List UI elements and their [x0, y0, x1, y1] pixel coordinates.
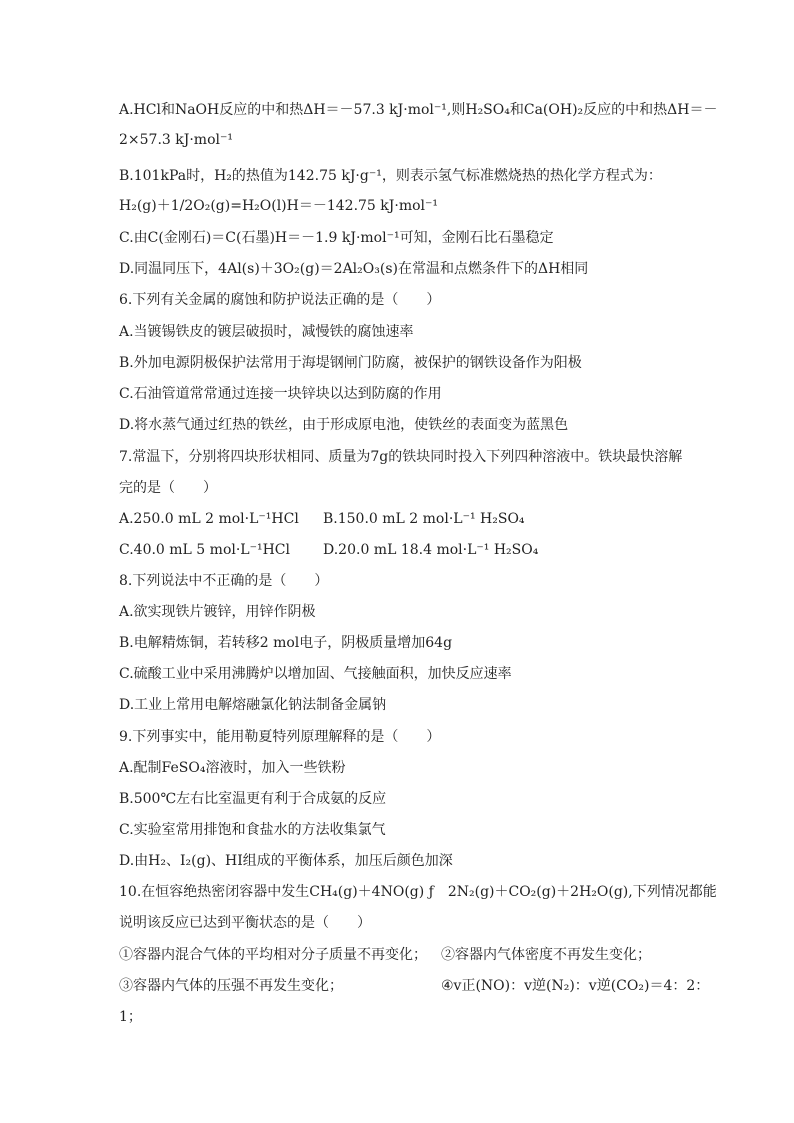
option-5a-line1: A.HCl和NaOH反应的中和热ΔH＝－57.3 kJ·mol⁻¹,则H₂SO₄和Ca(OH)₂反应的中和热ΔH＝－ [119, 102, 718, 118]
option-6c: C.石油管道常常通过连接一块锌块以达到防腐的作用 [119, 386, 442, 402]
option-8c: C.硫酸工业中采用沸腾炉以增加固、气接触面积，加快反应速率 [119, 666, 512, 682]
condition-4-continued: 1； [119, 1009, 142, 1025]
option-6b: B.外加电源阴极保护法常用于海堤钢闸门防腐，被保护的钢铁设备作为阳极 [119, 355, 582, 371]
option-7c: C.40.0 mL 5 mol·L⁻¹HCl [119, 542, 290, 558]
option-7a: A.250.0 mL 2 mol·L⁻¹HCl [119, 511, 299, 527]
option-5b-line2: H₂(g)＋1/2O₂(g)=H₂O(l)H＝－142.75 kJ·mol⁻¹ [119, 198, 439, 214]
question-8-stem: 8.下列说法中不正确的是（ ） [119, 573, 329, 589]
condition-2: ②容器内气体密度不再发生变化； [441, 947, 651, 963]
option-5a-line2: 2×57.3 kJ·mol⁻¹ [119, 132, 233, 148]
option-9d: D.由H₂、I₂(g)、HI组成的平衡体系，加压后颜色加深 [119, 853, 453, 869]
option-5d: D.同温同压下，4Al(s)＋3O₂(g)＝2Al₂O₃(s)在常温和点燃条件下的ΔH相同 [119, 261, 589, 277]
question-7-stem-line1: 7.常温下，分别将四块形状相同、质量为7g的铁块同时投入下列四种溶液中。铁块最快溶解 [119, 449, 683, 465]
question-7-stem-line2: 完的是（ ） [119, 480, 217, 496]
option-8d: D.工业上常用电解熔融氯化钠法制备金属钠 [119, 697, 387, 713]
option-8b: B.电解精炼铜，若转移2 mol电子，阴极质量增加64g [119, 635, 453, 651]
question-6-stem: 6.下列有关金属的腐蚀和防护说法正确的是（ ） [119, 292, 441, 308]
question-10-stem-line1: 10.在恒容绝热密闭容器中发生CH₄(g)＋4NO(g) ƒ 2N₂(g)＋CO₂(g)＋2H₂O(g),下列情况都能 [119, 884, 717, 900]
question-10-stem-line2: 说明该反应已达到平衡状态的是（ ） [119, 915, 371, 931]
option-5c: C.由C(金刚石)＝C(石墨)H＝－1.9 kJ·mol⁻¹可知，金刚石比石墨稳定 [119, 230, 554, 246]
option-9b: B.500℃左右比室温更有利于合成氨的反应 [119, 791, 387, 807]
option-6a: A.当镀锡铁皮的镀层破损时，减慢铁的腐蚀速率 [119, 324, 414, 340]
question-9-stem: 9.下列事实中，能用勒夏特列原理解释的是（ ） [119, 729, 441, 745]
option-9a: A.配制FeSO₄溶液时，加入一些铁粉 [119, 760, 346, 776]
condition-4: ④v正(NO)：v逆(N₂)：v逆(CO₂)＝4：2： [441, 978, 710, 994]
option-9c: C.实验室常用排饱和食盐水的方法收集氯气 [119, 822, 386, 838]
condition-3: ③容器内气体的压强不再发生变化； [119, 978, 343, 994]
option-8a: A.欲实现铁片镀锌，用锌作阴极 [119, 604, 316, 620]
option-5b-line1: B.101kPa时，H₂的热值为142.75 kJ·g⁻¹，则表示氢气标准燃烧热的热化学方程式为： [119, 168, 662, 184]
condition-1: ①容器内混合气体的平均相对分子质量不再变化； [119, 947, 427, 963]
option-7b: B.150.0 mL 2 mol·L⁻¹ H₂SO₄ [323, 511, 525, 527]
option-7d: D.20.0 mL 18.4 mol·L⁻¹ H₂SO₄ [323, 542, 539, 558]
option-6d: D.将水蒸气通过红热的铁丝，由于形成原电池，使铁丝的表面变为蓝黑色 [119, 417, 569, 433]
